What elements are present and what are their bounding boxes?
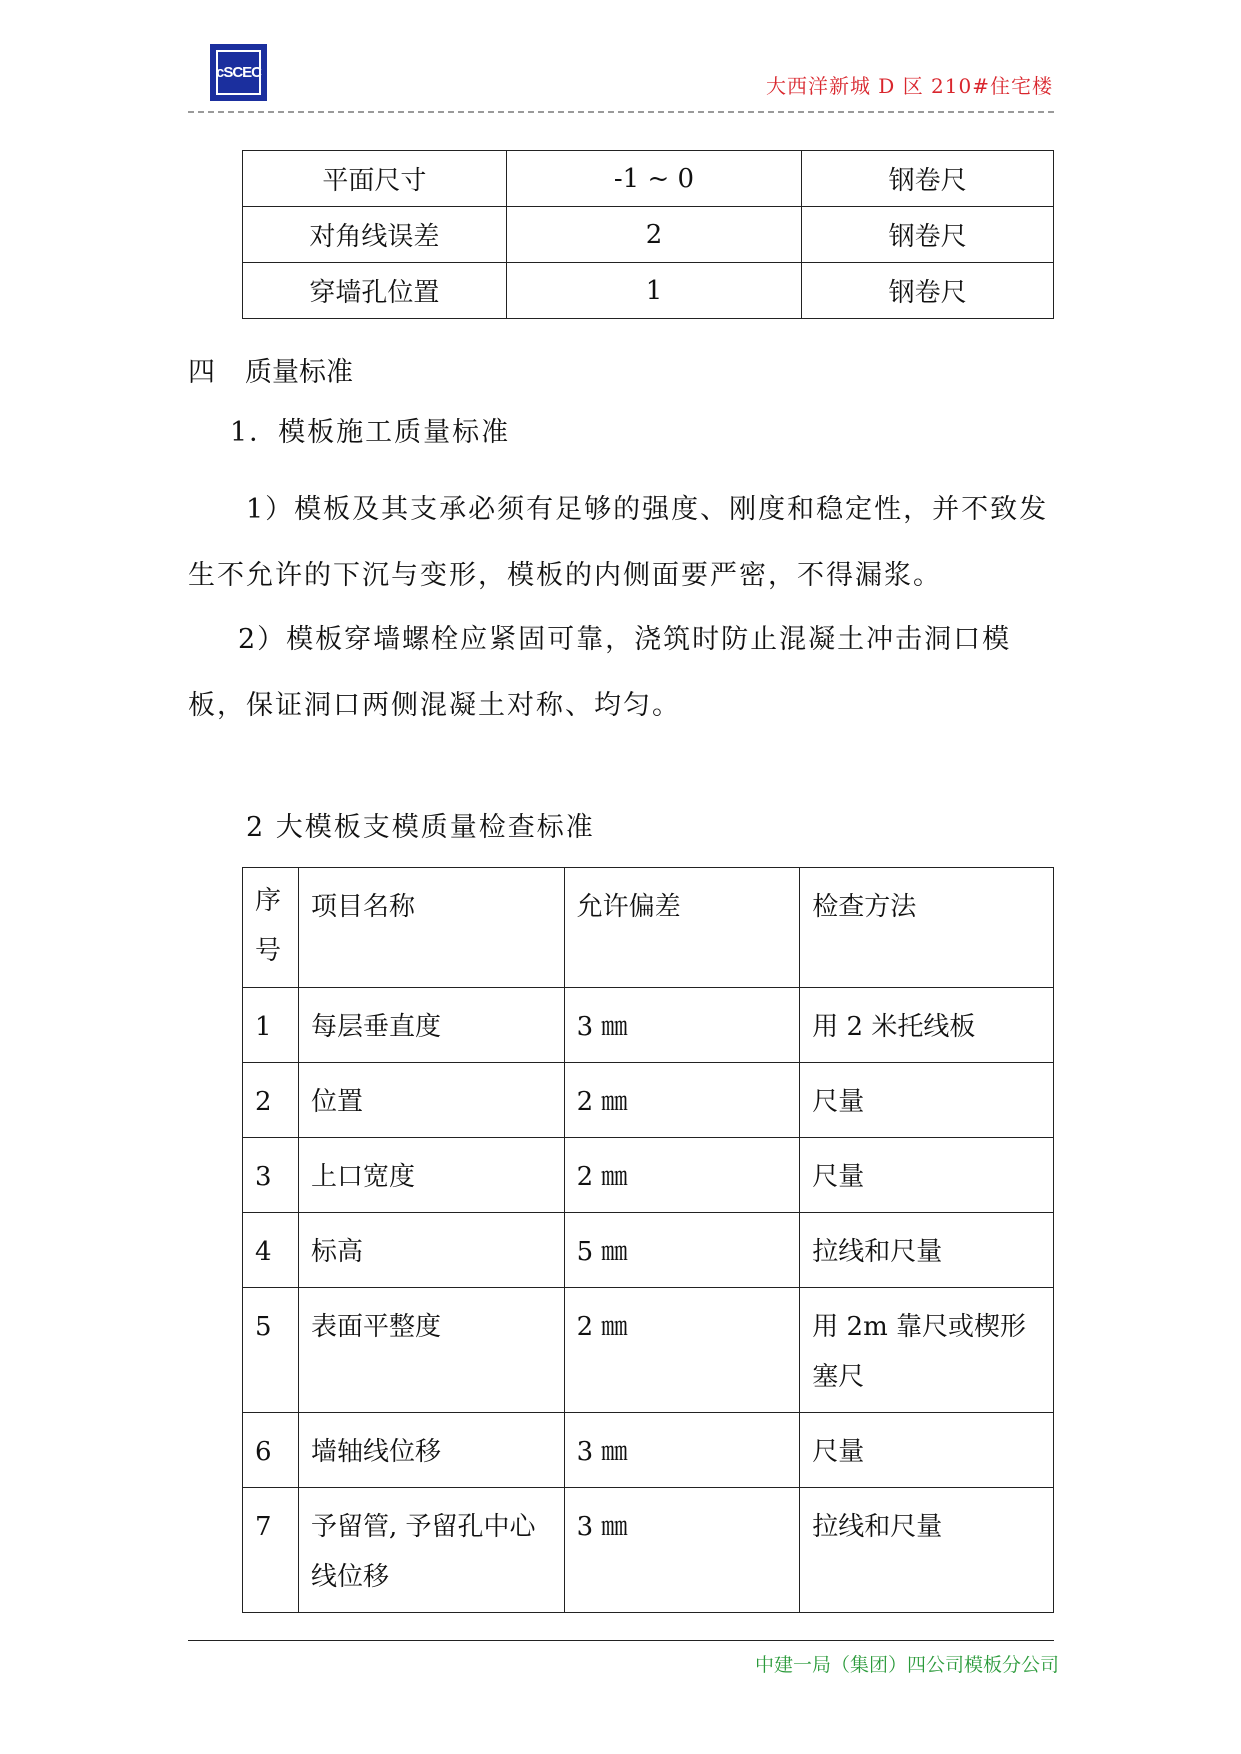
table-cell: 3 ㎜	[564, 1488, 800, 1613]
table-cell: 2	[243, 1063, 299, 1138]
logo-text: cSCEC	[216, 50, 261, 95]
footer-company: 中建一局（集团）四公司模板分公司	[754, 1654, 1059, 1676]
table-cell: 钢卷尺	[802, 263, 1054, 319]
table-header-cell: 检查方法	[800, 868, 1054, 988]
table-cell: 位置	[298, 1063, 564, 1138]
table-row	[243, 1213, 1054, 1288]
table-cell: 对角线误差	[243, 207, 507, 263]
header-divider	[188, 111, 1054, 113]
table-row	[243, 1063, 1054, 1138]
table-row	[243, 151, 1054, 207]
table-cell: 5 ㎜	[564, 1213, 800, 1288]
table-cell: 3 ㎜	[564, 1413, 800, 1488]
table-row	[243, 263, 1054, 319]
table-row	[243, 988, 1054, 1063]
table-cell: 表面平整度	[298, 1288, 564, 1413]
table-cell: 钢卷尺	[802, 207, 1054, 263]
table-cell: 3 ㎜	[564, 988, 800, 1063]
section-heading	[188, 350, 353, 389]
table-cell: -1 ~ 0	[506, 151, 802, 207]
paragraph: 1）模板及其支承必须有足够的强度、刚度和稳定性，并不致发生不允许的下沉与变形，模板的内侧面要严密，不得漏浆。	[188, 494, 1049, 591]
table-cell: 6	[243, 1413, 299, 1488]
table-cell: 标高	[298, 1213, 564, 1288]
table-cell: 拉线和尺量	[800, 1488, 1054, 1613]
header-title: 大西洋新城 D 区 210#住宅楼	[765, 74, 1053, 98]
table-cell: 穿墙孔位置	[243, 263, 507, 319]
footer-divider	[188, 1640, 1054, 1641]
table-cell: 7	[243, 1488, 299, 1613]
table-cell: 4	[243, 1213, 299, 1288]
table-cell: 尺量	[800, 1138, 1054, 1213]
table-cell: 2	[506, 207, 802, 263]
table-cell: 予留管, 予留孔中心线位移	[298, 1488, 564, 1613]
section-number: 四	[188, 357, 215, 388]
table-cell: 2 ㎜	[564, 1288, 800, 1413]
table-cell: 1	[506, 263, 802, 319]
table-header-cell: 允许偏差	[564, 868, 800, 988]
table-cell: 用 2 米托线板	[800, 988, 1054, 1063]
table-cell: 5	[243, 1288, 299, 1413]
table-cell: 尺量	[800, 1413, 1054, 1488]
table-header-row	[243, 868, 1054, 988]
table-row	[243, 1413, 1054, 1488]
table-row	[243, 1288, 1054, 1413]
table-cell: 1	[243, 988, 299, 1063]
table-cell: 用 2m 靠尺或楔形塞尺	[800, 1288, 1054, 1413]
table-header-cell: 序号	[243, 868, 299, 988]
table-cell: 拉线和尺量	[800, 1213, 1054, 1288]
table-cell: 墙轴线位移	[298, 1413, 564, 1488]
company-logo	[210, 44, 267, 101]
paragraph: 2）模板穿墙螺栓应紧固可靠，浇筑时防止混凝土冲击洞口模板，保证洞口两侧混凝土对称、均匀。	[188, 624, 1012, 721]
table-row	[243, 207, 1054, 263]
table-cell: 平面尺寸	[243, 151, 507, 207]
table-cell: 上口宽度	[298, 1138, 564, 1213]
formwork-inspection-table	[242, 867, 1054, 1613]
table-cell: 每层垂直度	[298, 988, 564, 1063]
table-cell: 2 ㎜	[564, 1138, 800, 1213]
table-row	[243, 1138, 1054, 1213]
table-cell: 2 ㎜	[564, 1063, 800, 1138]
table-cell: 尺量	[800, 1063, 1054, 1138]
section-title: 质量标准	[245, 357, 353, 388]
table-cell: 钢卷尺	[802, 151, 1054, 207]
dimension-tolerance-table	[242, 150, 1054, 319]
table-row	[243, 1488, 1054, 1613]
table-cell: 3	[243, 1138, 299, 1213]
subsection-title: 1．模板施工质量标准	[230, 417, 511, 448]
table-header-cell: 项目名称	[298, 868, 564, 988]
subsection-title: 2 大模板支模质量检查标准	[246, 812, 595, 843]
